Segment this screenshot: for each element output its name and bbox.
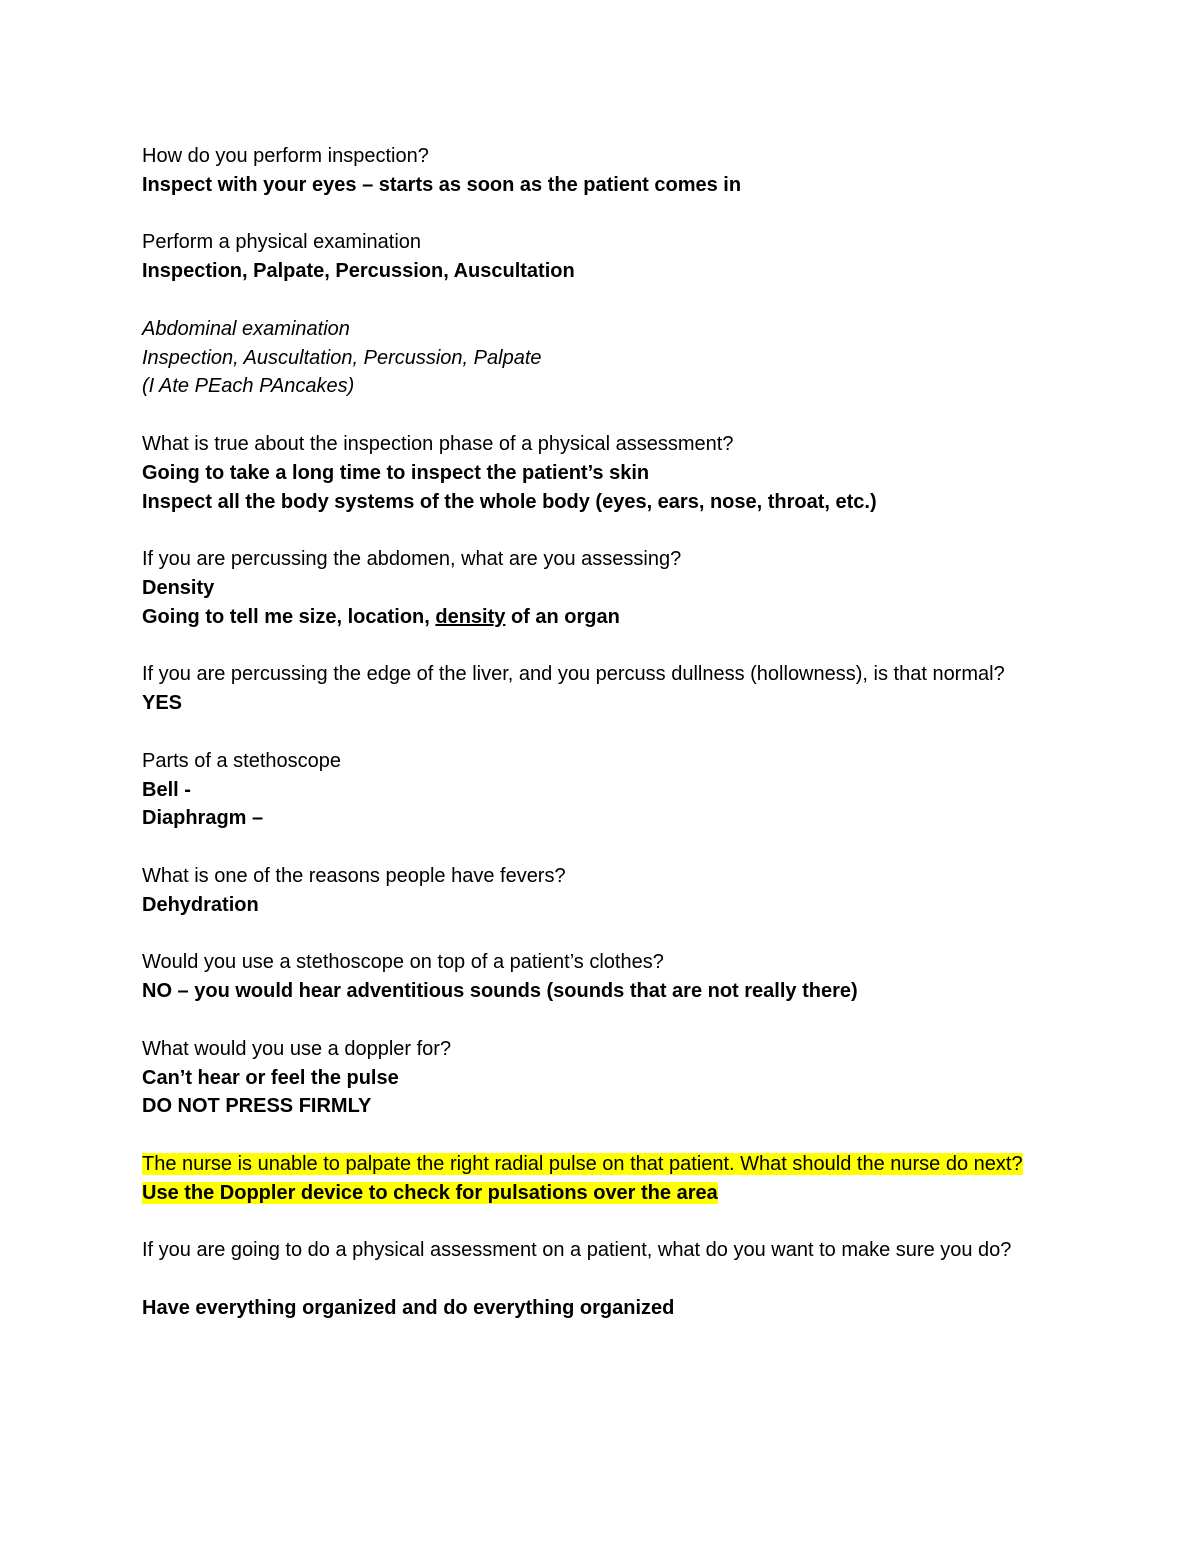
spacer: [142, 1265, 1052, 1294]
answer-physical-assessment: Have everything organized and do everything organized: [142, 1296, 675, 1319]
spacer: [142, 920, 1052, 949]
answer-text-before: Going to tell me size, location,: [142, 605, 436, 628]
question-inspection-phase: What is true about the inspection phase of a physical assessment?: [142, 432, 734, 455]
abdominal-exam-order: Inspection, Auscultation, Percussion, Palpate: [142, 346, 542, 369]
spacer: [142, 1207, 1052, 1236]
document-body: [142, 142, 1052, 1323]
spacer: [142, 200, 1052, 229]
answer-stethoscope-diaphragm: Diaphragm –: [142, 807, 264, 830]
answer-stethoscope-clothes: NO – you would hear adventitious sounds (sounds that are not really there): [142, 980, 858, 1003]
answer-doppler-1: Can’t hear or feel the pulse: [142, 1066, 399, 1089]
spacer: [142, 286, 1052, 315]
answer-physical-exam: Inspection, Palpate, Percussion, Auscultation: [142, 260, 575, 283]
answer-text-after: of an organ: [505, 605, 620, 628]
question-stethoscope-clothes: Would you use a stethoscope on top of a patient’s clothes?: [142, 951, 664, 974]
answer-fevers: Dehydration: [142, 893, 259, 916]
answer-stethoscope-bell: Bell -: [142, 778, 191, 801]
abdominal-exam-mnemonic: (I Ate PEach PAncakes): [142, 375, 355, 398]
spacer: [142, 516, 1052, 545]
highlighted-answer: Use the Doppler device to check for pulsations over the area: [142, 1181, 718, 1204]
highlighted-question: The nurse is unable to palpate the right radial pulse on that patient. What should the nurse do next?: [142, 1152, 1023, 1175]
question-percussing-abdomen: If you are percussing the abdomen, what are you assessing?: [142, 548, 682, 571]
question-radial-pulse: [142, 1150, 1047, 1179]
question-liver-dullness: If you are percussing the edge of the liver, and you percuss dullness (hollowness), is that normal?: [142, 663, 1005, 686]
spacer: [142, 1006, 1052, 1035]
question-inspection: How do you perform inspection?: [142, 145, 429, 167]
spacer: [142, 1121, 1052, 1150]
answer-inspection-phase-1: Going to take a long time to inspect the patient’s skin: [142, 461, 650, 484]
underlined-density: density: [435, 605, 506, 628]
abdominal-exam-title: Abdominal examination: [142, 317, 350, 340]
question-fevers: What is one of the reasons people have fevers?: [142, 864, 566, 887]
answer-percussing-abdomen-2: [142, 603, 1052, 632]
question-doppler: What would you use a doppler for?: [142, 1037, 452, 1060]
spacer: [142, 833, 1052, 862]
answer-doppler-2: DO NOT PRESS FIRMLY: [142, 1095, 372, 1118]
answer-liver-dullness: YES: [142, 692, 183, 715]
spacer: [142, 718, 1052, 747]
spacer: [142, 632, 1052, 661]
answer-percussing-abdomen-1: Density: [142, 576, 215, 599]
answer-inspection-phase-2: Inspect all the body systems of the whole body (eyes, ears, nose, throat, etc.): [142, 490, 877, 513]
question-physical-assessment: If you are going to do a physical assessment on a patient, what do you want to make sure you do?: [142, 1239, 1012, 1262]
spacer: [142, 401, 1052, 430]
question-physical-exam: Perform a physical examination: [142, 231, 422, 254]
answer-radial-pulse: [142, 1179, 1052, 1208]
answer-inspection: Inspect with your eyes – starts as soon as the patient comes in: [142, 173, 742, 196]
question-stethoscope-parts: Parts of a stethoscope: [142, 749, 342, 772]
